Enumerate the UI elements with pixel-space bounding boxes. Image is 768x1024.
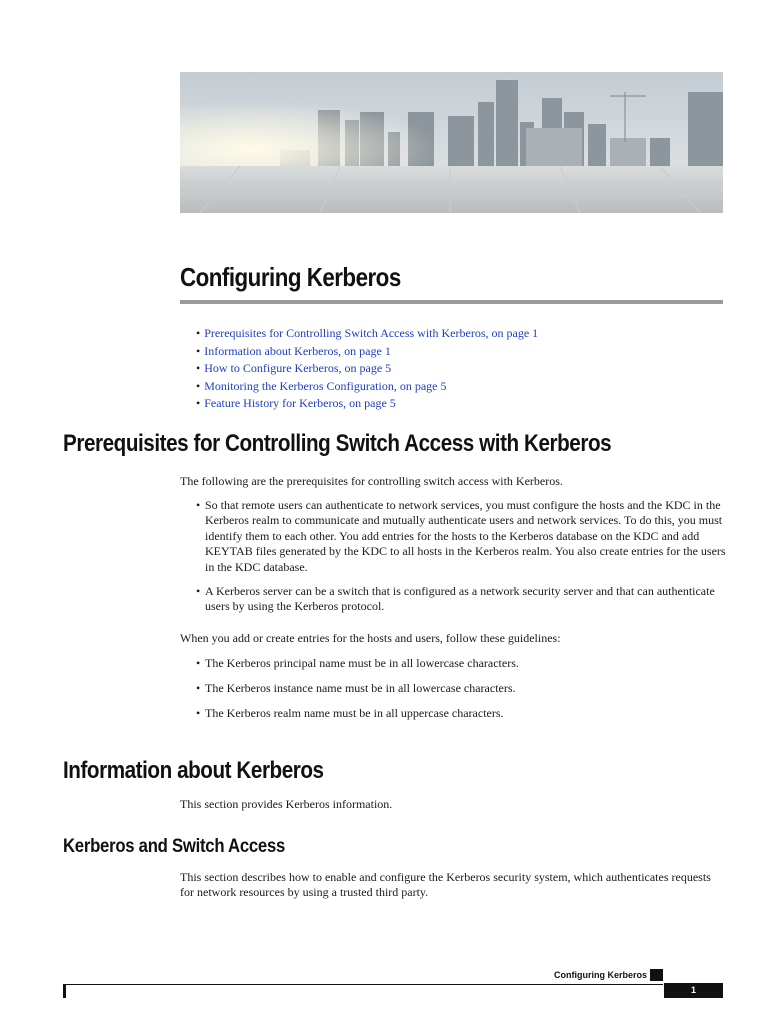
toc-item[interactable]	[196, 343, 538, 361]
toc-link[interactable]: Prerequisites for Controlling Switch Access with Kerberos, on page 1	[204, 326, 539, 340]
list-item	[196, 706, 726, 721]
bullet: •	[196, 361, 201, 376]
toc-link[interactable]: Information about Kerberos, on page 1	[204, 343, 391, 358]
footer-marker	[650, 969, 663, 981]
list-item-text: The Kerberos realm name must be in all uppercase characters.	[205, 706, 504, 720]
bullet: •	[196, 396, 201, 411]
section-heading-information: Information about Kerberos	[63, 757, 324, 784]
bullet: •	[196, 343, 201, 358]
bullet: •	[196, 681, 201, 695]
bullet: •	[196, 378, 201, 393]
toc-item[interactable]	[196, 395, 538, 413]
toc-item[interactable]	[196, 378, 538, 396]
footer-chapter-title: Configuring Kerberos	[554, 970, 648, 980]
list-item-text: A Kerberos server can be a switch that is configured as a network security server and that can authenticate users by using the Kerberos protocol.	[205, 584, 715, 614]
list-item-text: The Kerberos instance name must be in all lowercase characters.	[205, 681, 516, 695]
toc-item[interactable]	[196, 325, 538, 343]
toc-item[interactable]	[196, 360, 538, 378]
switch-access-text: This section describes how to enable and configure the Kerberos security system, which authenticates requests for network resources by using a trusted third party.	[180, 870, 711, 900]
city-skyline-illustration	[180, 72, 723, 213]
bullet: •	[196, 706, 201, 720]
page-number: 1	[664, 983, 723, 998]
list-item	[196, 681, 726, 696]
toc-link[interactable]: Monitoring the Kerberos Configuration, on page 5	[204, 378, 447, 393]
list-item	[196, 656, 726, 671]
list-item-text: So that remote users can authenticate to network services, you must configure the hosts and the KDC in the Kerberos realm to communicate and mutually authenticate users and network services. To do this, you must identify them to each other. You add entries for the hosts to the Kerberos database on the KDC and add KEYTAB files generated by the KDC to all hosts in the Kerberos realm. You also create entries for the users in the KDC database.	[205, 498, 726, 574]
prereq-bullet-list	[196, 498, 726, 615]
guidelines-list	[196, 656, 726, 721]
list-item	[196, 498, 726, 575]
info-text: This section provides Kerberos information.	[180, 797, 393, 811]
prereq-intro: The following are the prerequisites for controlling switch access with Kerberos.	[180, 474, 563, 488]
chapter-toc	[196, 325, 538, 413]
bullet: •	[196, 656, 201, 670]
guidelines-intro: When you add or create entries for the hosts and users, follow these guidelines:	[180, 631, 561, 645]
footer-tick	[63, 984, 66, 998]
subsection-heading-switch-access: Kerberos and Switch Access	[63, 836, 286, 857]
toc-link[interactable]: How to Configure Kerberos, on page 5	[204, 361, 392, 376]
bullet: •	[196, 498, 201, 512]
header-banner-image	[180, 72, 723, 213]
list-item	[196, 584, 726, 615]
footer-rule	[63, 984, 663, 985]
title-underline	[180, 300, 723, 304]
section-heading-prerequisites: Prerequisites for Controlling Switch Access with Kerberos	[63, 430, 612, 457]
bullet: •	[196, 326, 201, 340]
chapter-title: Configuring Kerberos	[180, 262, 401, 292]
list-item-text: The Kerberos principal name must be in all lowercase characters.	[205, 656, 519, 670]
bullet: •	[196, 584, 201, 599]
toc-link[interactable]: Feature History for Kerberos, on page 5	[204, 396, 396, 411]
